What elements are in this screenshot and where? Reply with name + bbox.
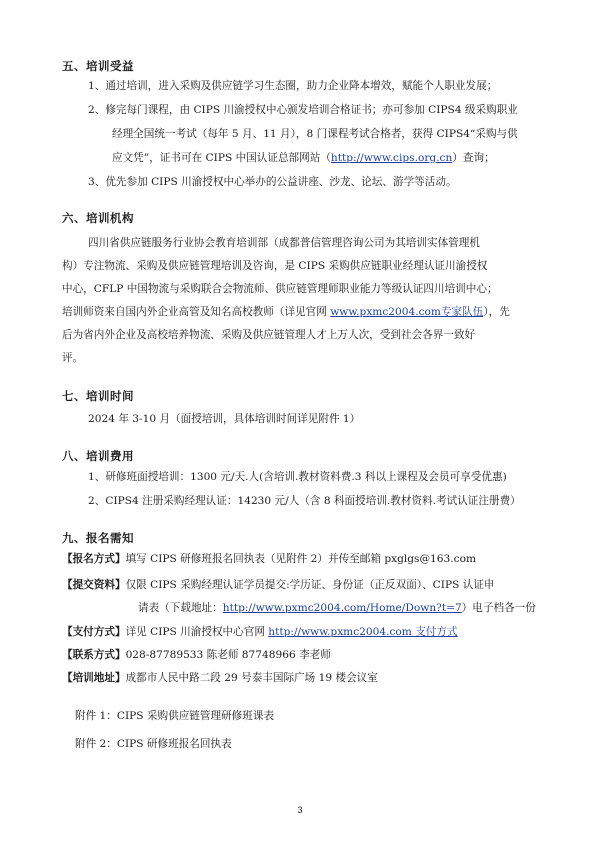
s6-line-4-tail: ），先 <box>483 306 510 318</box>
s9-row-payment <box>62 625 458 639</box>
section-9-title: 九、报名需知 <box>62 531 134 545</box>
s6-line-5: 后为省内外企业及高校培养物流、采购及供应链管理人才上万人次，受到社会各界一致好 <box>62 329 476 341</box>
payment-label: 【支付方式】 <box>62 626 126 638</box>
section-6-title: 六、培训机构 <box>62 211 134 225</box>
s5-item-2-line-3 <box>112 151 495 165</box>
s9-row-signup <box>62 552 476 566</box>
s6-line-1: 四川省供应链服务行业协会教育培训部（成都普信管理咨询公司为其培训实体管理机 <box>88 237 480 249</box>
page-number: 3 <box>297 805 303 815</box>
s8-item-2: 2、CIPS4 注册采购经理认证：14230 元/人（含 8 科面授培训.教材资料.考试认证注册费） <box>88 495 521 507</box>
section-7-title: 七、培训时间 <box>62 389 134 403</box>
s7-line-1: 2024 年 3-10 月（面授培训，具体培训时间详见附件 1） <box>88 413 361 425</box>
section-5-title: 五、培训受益 <box>62 59 134 73</box>
address-text: 成都市人民中路二段 29 号泰丰国际广场 19 楼会议室 <box>125 672 378 684</box>
s9-row-documents-2 <box>138 601 536 615</box>
s9-row-address <box>62 671 378 685</box>
attachment-1: 附件 1：CIPS 采购供应链管理研修班课表 <box>75 710 275 722</box>
documents-text-2: 请表（下载地址： <box>138 602 223 614</box>
signup-text: 填写 CIPS 研修班报名回执表（见附件 2）并传至邮箱 pxglgs@163.com <box>125 553 477 565</box>
s5-item-3: 3、优先参加 CIPS 川渝授权中心举办的公益讲座、沙龙、论坛、游学等活动。 <box>88 176 457 188</box>
s9-row-contact <box>62 648 331 662</box>
s6-line-2: 构）专注物流、采购及供应链管理培训及咨询，是 CIPS 采购供应链职业经理认证川渝授权 <box>62 260 488 272</box>
s5-item-2-line-2: 经理全国统一考试（每年 5 月、11 月），8 门课程考试合格者，获得 CIPS4“采购与供 <box>112 128 518 140</box>
s6-line-3: 中心，CFLP 中国物流与采购联合会物流师、供应链管理师职业能力等级认证四川培训中心； <box>62 283 498 295</box>
signup-label: 【报名方式】 <box>62 553 126 565</box>
documents-label: 【提交资料】 <box>62 579 126 591</box>
documents-tail: ）电子档各一份 <box>461 602 536 614</box>
s5-item-2-text: 应文凭”，证书可在 CIPS 中国认证总部网站（ <box>112 152 331 164</box>
s6-line-4-text: 培训师资来自国内外企业高管及知名高校教师（详见官网 <box>62 306 331 318</box>
s6-line-6: 评。 <box>62 352 84 364</box>
download-link[interactable]: http://www.pxmc2004.com/Home/Down?t=7 <box>222 602 462 614</box>
s5-item-1: 1、通过培训，进入采购及供应链学习生态圈，助力企业降本增效，赋能个人职业发展； <box>88 80 498 92</box>
documents-text: 仅限 CIPS 采购经理认证学员提交:学历证、身份证（正反双面）、CIPS 认证申 <box>125 579 495 591</box>
s5-item-2-line-1: 2、修完每门课程，由 CIPS 川渝授权中心颁发培训合格证书；亦可参加 CIPS4 级采购职业 <box>88 104 518 116</box>
payment-link[interactable]: http://www.pxmc2004.com 支付方式 <box>268 626 458 638</box>
s9-row-documents <box>62 578 495 592</box>
section-8-title: 八、培训费用 <box>62 449 134 463</box>
address-label: 【培训地址】 <box>62 672 126 684</box>
attachment-2: 附件 2：CIPS 研修班报名回执表 <box>75 738 232 750</box>
contact-label: 【联系方式】 <box>62 649 126 661</box>
cips-website-link[interactable]: http://www.cips.org.cn <box>330 152 453 164</box>
payment-text: 详见 CIPS 川渝授权中心官网 <box>125 626 269 638</box>
expert-team-link[interactable]: www.pxmc2004.com专家队伍 <box>330 306 484 318</box>
s5-item-2-tail: ）查询； <box>452 152 495 164</box>
s8-item-1: 1、研修班面授培训：1300 元/天.人(含培训.教材资料费.3 科以上课程及会员可享受优惠) <box>88 471 507 483</box>
s6-line-4 <box>62 305 510 319</box>
contact-text: 028-87789533 陈老师 87748966 李老师 <box>125 649 331 661</box>
